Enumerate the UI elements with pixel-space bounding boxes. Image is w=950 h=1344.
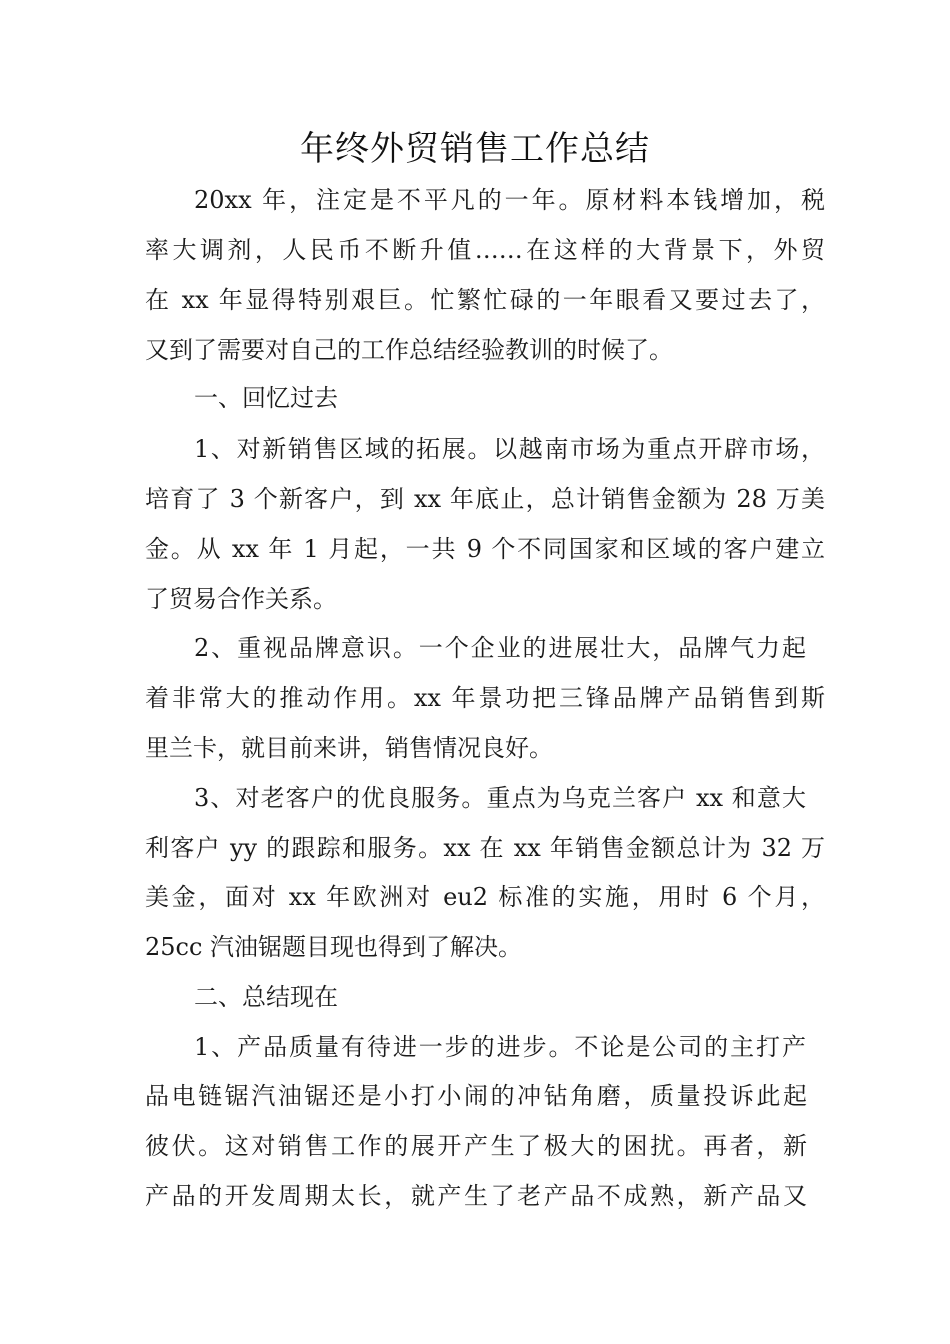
- paragraph-line: 金。从 xx 年 1 月起，一共 9 个不同国家和区域的客户建立: [145, 535, 825, 563]
- paragraph-line: 25cc 汽油锯题目现也得到了解决。: [145, 933, 523, 961]
- paragraph-line: 里兰卡，就目前来讲，销售情况良好。: [145, 734, 553, 762]
- paragraph-line: 了贸易合作关系。: [145, 585, 337, 613]
- document-title: 年终外贸销售工作总结: [300, 129, 650, 169]
- paragraph-line: 着非常大的推动作用。xx 年景功把三锋品牌产品销售到斯: [145, 684, 825, 712]
- section-heading: 一、回忆过去: [194, 384, 338, 412]
- paragraph-line: 1、对新销售区域的拓展。以越南市场为重点开辟市场，: [194, 435, 825, 463]
- paragraph-line: 在 xx 年显得特别艰巨。忙繁忙碌的一年眼看又要过去了，: [145, 286, 825, 314]
- paragraph-line: 培育了 3 个新客户，到 xx 年底止，总计销售金额为 28 万美: [145, 485, 825, 513]
- paragraph-line: 又到了需要对自己的工作总结经验教训的时候了。: [145, 336, 673, 364]
- paragraph-line: 2、重视品牌意识。一个企业的进展壮大，品牌气力起: [194, 634, 806, 662]
- paragraph-line: 利客户 yy 的跟踪和服务。xx 在 xx 年销售金额总计为 32 万: [145, 834, 825, 862]
- paragraph-line: 彼伏。这对销售工作的展开产生了极大的困扰。再者，新: [145, 1132, 807, 1160]
- paragraph-line: 20xx 年，注定是不平凡的一年。原材料本钱增加，税: [194, 186, 825, 214]
- paragraph-line: 美金，面对 xx 年欧洲对 eu2 标准的实施，用时 6 个月，: [145, 883, 825, 911]
- paragraph-line: 品电链锯汽油锯还是小打小闹的冲钻角磨，质量投诉此起: [145, 1082, 807, 1110]
- paragraph-line: 产品的开发周期太长，就产生了老产品不成熟，新产品又: [145, 1182, 807, 1210]
- paragraph-line: 率大调剂，人民币不断升值……在这样的大背景下，外贸: [145, 236, 825, 264]
- section-heading: 二、总结现在: [194, 983, 338, 1011]
- paragraph-line: 1、产品质量有待进一步的进步。不论是公司的主打产: [194, 1033, 806, 1061]
- paragraph-line: 3、对老客户的优良服务。重点为乌克兰客户 xx 和意大: [194, 784, 806, 812]
